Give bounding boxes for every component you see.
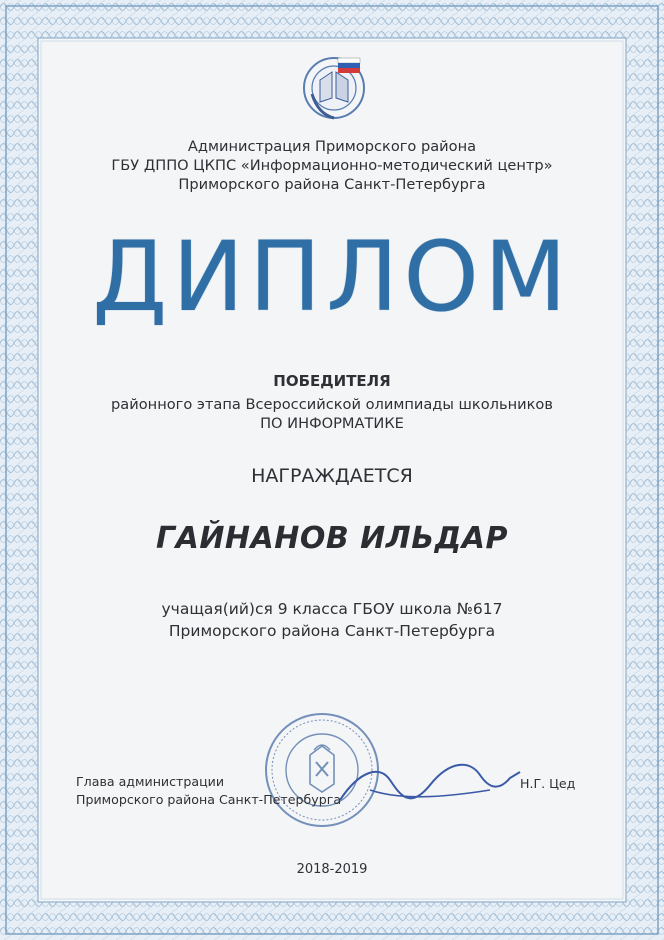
- olympiad-subject: ПО ИНФОРМАТИКЕ: [260, 415, 404, 432]
- recipient-name: ГАЙНАНОВ ИЛЬДАР: [155, 521, 508, 556]
- winner-label: ПОБЕДИТЕЛЯ: [273, 372, 391, 390]
- awarded-label: НАГРАЖДАЕТСЯ: [251, 465, 413, 487]
- org-line-3: Приморского района Санкт-Петербурга: [178, 176, 486, 193]
- org-line-2: ГБУ ДППО ЦКПС «Информационно-методический центр»: [111, 157, 553, 174]
- signatory-title-line-1: Глава администрации: [76, 774, 225, 789]
- signatory-title-line-2: Приморского района Санкт-Петербурга: [76, 792, 342, 807]
- olympiad-stage: районного этапа Всероссийской олимпиады школьников: [111, 396, 553, 413]
- academic-year: 2018-2019: [296, 862, 368, 877]
- student-info-line-1: учащая(ий)ся 9 класса ГБОУ школа №617: [161, 600, 503, 618]
- org-line-1: Администрация Приморского района: [187, 138, 477, 155]
- student-info-line-2: Приморского района Санкт-Петербурга: [168, 622, 496, 640]
- diploma-title: ДИПЛОМ: [92, 221, 572, 333]
- signatory-name: Н.Г. Цед: [520, 776, 576, 791]
- olympiad-emblem-icon: [298, 50, 370, 122]
- handwritten-signature: [330, 740, 530, 820]
